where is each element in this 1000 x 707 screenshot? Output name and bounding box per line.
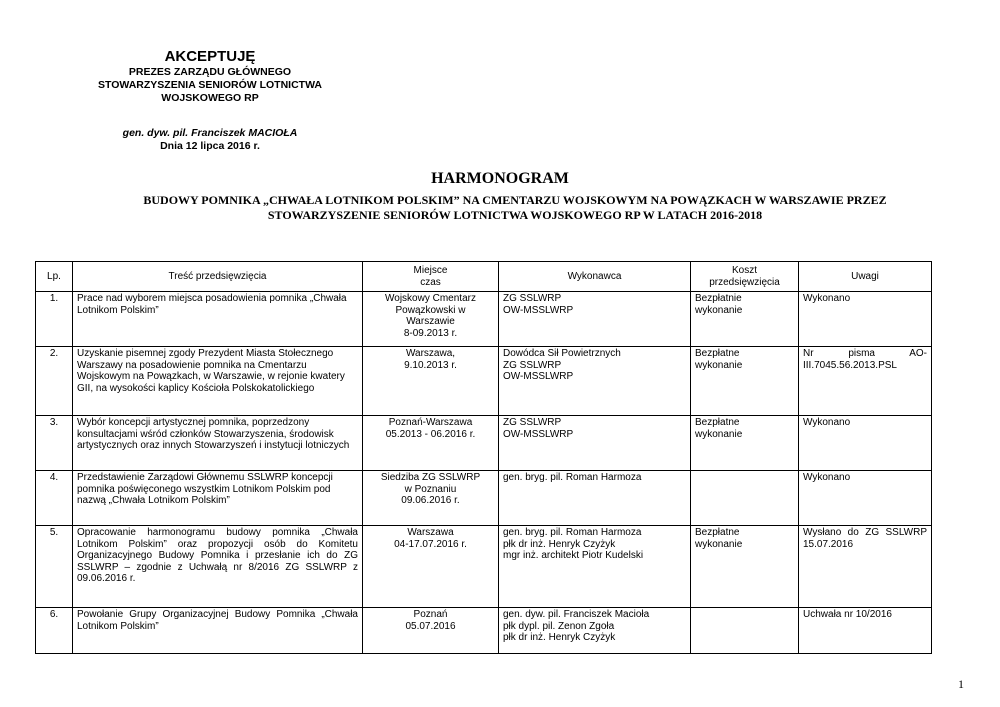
row-place: Warszawa, 9.10.2013 r. [363,347,499,416]
signer-name: gen. dyw. pil. Franciszek MACIOŁA [122,127,298,139]
row-place: Wojskowy Cmentarz Powązkowski w Warszawie 8-09.2013 r. [363,292,499,347]
table-row [36,608,932,654]
approval-line: WOJSKOWEGO RP [161,92,259,104]
header-cost: Koszt przedsięwzięcia [691,262,799,292]
row-task: Opracowanie harmonogramu budowy pomnika „Chwała Lotnikom Polskim” oraz propozycji osób do Komitetu Organizacyjnego Budowy Pomnika i przesłanie ich do ZG SSLWRP – zgodnie z Uchwałą nr 8/2016 ZG SSLWRP z 09.06.2016 r. [73,526,363,608]
row-lp: 3. [36,416,73,471]
table-row [36,471,932,526]
document-title: HARMONOGRAM [431,170,569,187]
row-notes: Nr pisma AO-III.7045.56.2013.PSL [799,347,932,416]
row-executor: gen. bryg. pil. Roman Harmoza [499,471,691,526]
table-row [36,526,932,608]
approval-heading: AKCEPTUJĘ [164,48,256,65]
row-task: Wybór koncepcji artystycznej pomnika, poprzedzony konsultacjami wśród członków Stowarzyszenia, środowisk artystycznych oraz innych Stowarzyszeń i instytucji lotniczych [73,416,363,471]
subtitle-line: BUDOWY POMNIKA „CHWAŁA LOTNIKOM POLSKIM” NA CMENTARZU WOJSKOWYM NA POWĄZKACH W WARSZAWIE PRZEZ [143,193,887,207]
row-cost: Bezpłatne wykonanie [691,526,799,608]
page-number: 1 [958,677,964,691]
row-executor: Dowódca Sił Powietrznych ZG SSLWRP OW-MSSLWRP [499,347,691,416]
row-executor: gen. bryg. pil. Roman Harmoza płk dr inż. Henryk Czyżyk mgr inż. architekt Piotr Kudelski [499,526,691,608]
approval-line: PREZES ZARZĄDU GŁÓWNEGO [128,66,292,78]
row-cost: Bezpłatne wykonanie [691,347,799,416]
header-executor: Wykonawca [499,262,691,292]
row-place: Poznań-Warszawa 05.2013 - 06.2016 r. [363,416,499,471]
row-task: Uzyskanie pisemnej zgody Prezydent Miasta Stołecznego Warszawy na posadowienie pomnika na Cmentarzu Wojskowym na Powązkach, w Warszawie, w rejonie kwatery GII, na wysokości kaplicy Kościoła Polskokatolickiego [73,347,363,416]
row-lp: 1. [36,292,73,347]
row-cost [691,471,799,526]
row-executor: gen. dyw. pil. Franciszek Macioła płk dypl. pil. Zenon Zgoła płk dr inż. Henryk Czyżyk [499,608,691,654]
row-task: Powołanie Grupy Organizacyjnej Budowy Pomnika „Chwała Lotnikom Polskim” [73,608,363,654]
row-cost: Bezpłatne wykonanie [691,416,799,471]
row-place: Poznań 05.07.2016 [363,608,499,654]
row-notes: Wysłano do ZG SSLWRP 15.07.2016 [799,526,932,608]
table-row [36,292,932,347]
row-notes: Wykonano [799,292,932,347]
row-lp: 2. [36,347,73,416]
row-cost: Bezpłatnie wykonanie [691,292,799,347]
approval-block [50,48,370,105]
header-place: Miejsce czas [363,262,499,292]
row-notes: Wykonano [799,471,932,526]
row-lp: 6. [36,608,73,654]
row-executor: ZG SSLWRP OW-MSSLWRP [499,292,691,347]
subtitle-line: STOWARZYSZENIE SENIORÓW LOTNICTWA WOJSKOWEGO RP W LATACH 2016-2018 [267,208,763,222]
table-row [36,347,932,416]
header-task: Treść przedsięwzięcia [73,262,363,292]
approval-line: STOWARZYSZENIA SENIORÓW LOTNICTWA [98,79,322,91]
row-lp: 4. [36,471,73,526]
schedule-table [35,261,932,654]
row-notes: Wykonano [799,416,932,471]
row-lp: 5. [36,526,73,608]
table-header-row [36,262,932,292]
table-row [36,416,932,471]
row-executor: ZG SSLWRP OW-MSSLWRP [499,416,691,471]
row-task: Przedstawienie Zarządowi Głównemu SSLWRP koncepcji pomnika poświęconego wszystkim Lotnikom Polskim pod nazwą „Chwała Lotnikom Polskim” [73,471,363,526]
row-task: Prace nad wyborem miejsca posadowienia pomnika „Chwała Lotnikom Polskim” [73,292,363,347]
row-notes: Uchwała nr 10/2016 [799,608,932,654]
document-subtitle [90,193,940,223]
signer-block [50,127,370,153]
header-notes: Uwagi [799,262,932,292]
row-place: Warszawa 04-17.07.2016 r. [363,526,499,608]
header-lp: Lp. [36,262,73,292]
row-place: Siedziba ZG SSLWRP w Poznaniu 09.06.2016 r. [363,471,499,526]
row-cost [691,608,799,654]
approval-date: Dnia 12 lipca 2016 r. [160,140,260,152]
